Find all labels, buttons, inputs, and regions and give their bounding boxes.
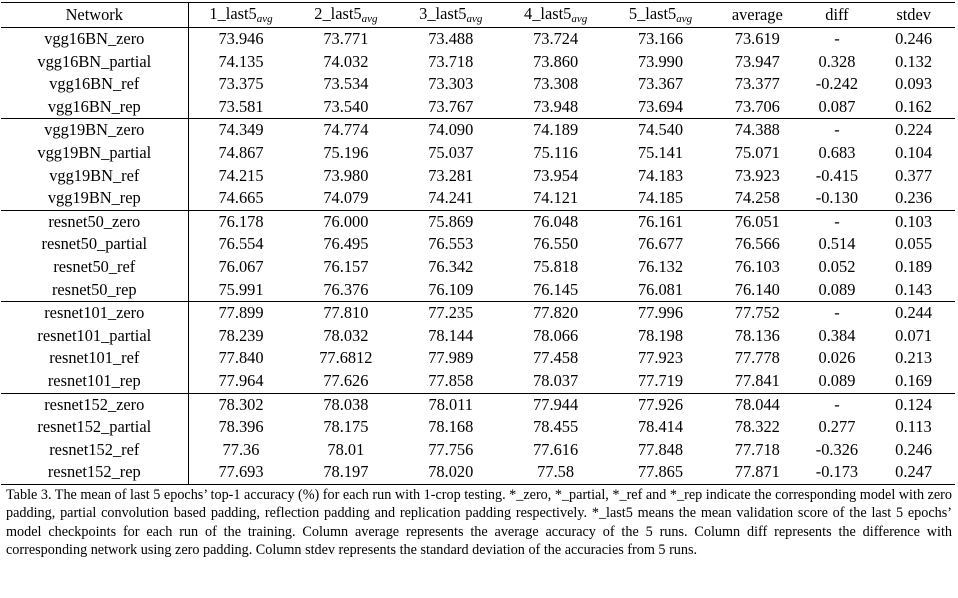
table-row xyxy=(1,461,955,484)
cell-run-2: 78.197 xyxy=(323,462,369,482)
cell-average: 77.718 xyxy=(734,439,780,459)
cell-diff: - xyxy=(834,211,840,231)
cell-average: 73.706 xyxy=(734,96,780,116)
cell-run-1: 77.36 xyxy=(222,439,260,459)
cell-run-5: 78.198 xyxy=(637,325,684,345)
cell-run-1: 77.964 xyxy=(218,371,264,390)
cell-average: 73.619 xyxy=(734,29,780,49)
cell-stdev: 0.247 xyxy=(895,462,933,482)
cell-diff: -0.130 xyxy=(815,188,859,208)
table-row xyxy=(1,325,955,348)
header-run-3 xyxy=(398,3,503,28)
cell-run-5: 77.848 xyxy=(637,439,684,459)
cell-run-1: 78.239 xyxy=(218,325,264,345)
cell-run-4: 78.455 xyxy=(533,417,579,437)
table-row xyxy=(1,73,955,96)
cell-run-2: 73.540 xyxy=(323,96,369,116)
table-group xyxy=(1,393,955,484)
cell-stdev: 0.113 xyxy=(895,417,932,437)
cell-average: 76.566 xyxy=(734,234,780,254)
cell-diff: 0.384 xyxy=(818,325,856,345)
cell-run-5: 73.367 xyxy=(637,74,684,94)
header-run-1 xyxy=(188,3,293,28)
cell-stdev: 0.224 xyxy=(895,120,933,140)
cell-run-1: 74.215 xyxy=(218,165,264,185)
cell-run-5: 77.926 xyxy=(637,394,684,414)
cell-network: resnet50_zero xyxy=(1,210,188,233)
table-header xyxy=(1,3,955,28)
cell-average: 78.044 xyxy=(734,394,780,414)
cell-run-5: 76.081 xyxy=(637,279,684,299)
cell-run-5: 77.923 xyxy=(637,348,684,368)
header-run-5-base: 5_last5 xyxy=(628,3,677,23)
cell-run-3: 73.281 xyxy=(428,165,474,185)
cell-stdev: 0.104 xyxy=(895,143,933,163)
cell-run-5: 77.719 xyxy=(637,371,684,390)
cell-run-1: 73.946 xyxy=(218,29,264,49)
cell-stdev: 0.244 xyxy=(895,303,933,323)
cell-average: 74.258 xyxy=(734,188,780,208)
cell-network: resnet101_ref xyxy=(1,347,188,370)
table-row xyxy=(1,210,955,233)
cell-diff: -0.173 xyxy=(815,462,859,482)
cell-diff: 0.026 xyxy=(818,348,856,368)
cell-average: 78.322 xyxy=(734,417,780,437)
cell-run-2: 75.196 xyxy=(323,143,369,163)
cell-diff: 0.089 xyxy=(818,371,856,390)
cell-diff: 0.514 xyxy=(818,234,856,254)
cell-run-1: 74.135 xyxy=(218,51,264,71)
cell-run-2: 78.175 xyxy=(323,417,369,437)
cell-run-5: 73.990 xyxy=(637,51,684,71)
cell-network: vgg16BN_rep xyxy=(1,96,188,119)
results-table xyxy=(1,2,955,485)
cell-run-3: 78.011 xyxy=(428,394,473,414)
cell-run-5: 74.183 xyxy=(637,165,684,185)
cell-average: 75.071 xyxy=(734,143,780,163)
cell-run-1: 74.349 xyxy=(218,120,264,140)
cell-run-2: 77.626 xyxy=(323,371,369,390)
header-run-3-sub: avg xyxy=(466,12,483,25)
cell-run-5: 74.185 xyxy=(637,188,684,208)
cell-run-3: 76.109 xyxy=(428,279,474,299)
cell-run-1: 76.067 xyxy=(218,257,264,277)
cell-network: vgg19BN_ref xyxy=(1,165,188,188)
cell-network: vgg19BN_partial xyxy=(1,142,188,165)
cell-run-2: 73.534 xyxy=(323,74,369,94)
cell-diff: 0.052 xyxy=(818,257,856,277)
header-run-2-base: 2_last5 xyxy=(314,3,362,23)
table-row xyxy=(1,302,955,325)
cell-run-1: 78.396 xyxy=(218,417,264,437)
cell-average: 76.140 xyxy=(734,279,780,299)
cell-run-4: 73.860 xyxy=(533,51,579,71)
table-row xyxy=(1,165,955,188)
cell-run-2: 78.032 xyxy=(323,325,369,345)
cell-run-2: 73.771 xyxy=(323,29,369,49)
table-group xyxy=(1,28,955,119)
cell-run-5: 76.677 xyxy=(637,234,684,254)
header-run-3-base: 3_last5 xyxy=(419,3,467,23)
cell-run-4: 77.616 xyxy=(533,439,579,459)
cell-network: vgg16BN_partial xyxy=(1,51,188,74)
cell-run-2: 76.376 xyxy=(323,279,369,299)
cell-run-3: 76.553 xyxy=(428,234,474,254)
header-average: average xyxy=(731,4,783,24)
cell-run-3: 73.488 xyxy=(428,29,474,49)
cell-run-4: 74.189 xyxy=(533,120,579,140)
cell-diff: - xyxy=(834,29,840,49)
cell-run-5: 75.141 xyxy=(637,143,684,163)
cell-stdev: 0.189 xyxy=(895,257,933,277)
cell-run-1: 73.581 xyxy=(218,96,264,116)
cell-diff: - xyxy=(834,303,840,323)
cell-run-5: 78.414 xyxy=(637,417,684,437)
cell-diff: 0.328 xyxy=(818,51,856,71)
header-run-4-base: 4_last5 xyxy=(524,3,572,23)
cell-network: vgg19BN_zero xyxy=(1,119,188,142)
cell-run-1: 77.840 xyxy=(218,348,264,368)
table-row xyxy=(1,439,955,462)
cell-run-1: 74.665 xyxy=(218,188,264,208)
cell-stdev: 0.377 xyxy=(895,165,933,185)
cell-run-4: 76.145 xyxy=(533,279,579,299)
cell-run-4: 73.724 xyxy=(533,29,579,49)
cell-run-3: 73.767 xyxy=(428,96,474,116)
table-row xyxy=(1,256,955,279)
cell-run-1: 75.991 xyxy=(218,279,264,299)
cell-run-4: 77.458 xyxy=(533,348,579,368)
table-row xyxy=(1,347,955,370)
header-run-4-sub: avg xyxy=(571,12,588,25)
cell-stdev: 0.093 xyxy=(895,74,933,94)
cell-run-3: 77.989 xyxy=(428,348,474,368)
cell-stdev: 0.071 xyxy=(895,325,933,345)
cell-diff: 0.277 xyxy=(818,417,856,437)
cell-run-3: 76.342 xyxy=(428,257,474,277)
cell-average: 76.051 xyxy=(734,211,780,231)
cell-run-3: 77.858 xyxy=(428,371,474,390)
cell-network: resnet101_rep xyxy=(1,370,188,393)
table-row xyxy=(1,119,955,142)
cell-run-3: 73.718 xyxy=(428,51,474,71)
cell-network: resnet50_rep xyxy=(1,279,188,302)
cell-run-4: 78.037 xyxy=(533,371,579,390)
cell-network: vgg19BN_rep xyxy=(1,187,188,210)
cell-run-3: 74.090 xyxy=(428,120,474,140)
cell-run-4: 74.121 xyxy=(533,188,579,208)
cell-network: resnet152_partial xyxy=(1,416,188,439)
cell-run-5: 77.865 xyxy=(637,462,684,482)
cell-average: 78.136 xyxy=(734,325,780,345)
cell-run-2: 74.079 xyxy=(323,188,369,208)
cell-run-3: 77.235 xyxy=(428,303,474,323)
cell-run-2: 78.038 xyxy=(323,394,369,414)
table-group xyxy=(1,210,955,301)
table-caption: Table 3. The mean of last 5 epochs’ top-1 accuracy (%) for each run with 1-crop testing. *_zero, *_partial, *_ref and *_rep indicate the corresponding model with zero padding, partial convolution based padding, reflection padding and replication padding respectively. *_last5 means the mean validation score of the last 5 epochs’ model checkpoints for each run of the training. Column average represents the average accuracy of the 5 runs. Column diff represents the difference with corresponding network using zero padding. Column stdev represents the standard deviation of the accuracies from 5 runs. xyxy=(6,487,952,559)
cell-diff: -0.326 xyxy=(815,439,859,459)
table-row xyxy=(1,142,955,165)
cell-stdev: 0.246 xyxy=(895,29,933,49)
cell-network: vgg16BN_ref xyxy=(1,73,188,96)
cell-diff: 0.683 xyxy=(818,143,856,163)
cell-average: 77.752 xyxy=(734,303,780,323)
cell-run-2: 76.495 xyxy=(323,234,369,254)
table-row xyxy=(1,96,955,119)
cell-run-4: 77.944 xyxy=(533,394,579,414)
header-row xyxy=(1,3,955,28)
cell-run-2: 76.157 xyxy=(323,257,369,277)
cell-stdev: 0.213 xyxy=(895,348,933,368)
table-row xyxy=(1,416,955,439)
cell-network: resnet152_ref xyxy=(1,439,188,462)
cell-diff: -0.242 xyxy=(815,74,859,94)
cell-diff: - xyxy=(834,394,840,414)
cell-diff: - xyxy=(834,120,840,140)
table-row xyxy=(1,233,955,256)
cell-stdev: 0.124 xyxy=(895,394,933,414)
table-row xyxy=(1,51,955,74)
table-row xyxy=(1,28,955,51)
header-run-1-sub: avg xyxy=(256,12,273,25)
cell-run-2: 78.01 xyxy=(327,439,365,459)
table-row xyxy=(1,187,955,210)
cell-stdev: 0.169 xyxy=(895,371,933,390)
cell-average: 77.841 xyxy=(734,371,780,390)
cell-run-3: 78.144 xyxy=(428,325,474,345)
cell-run-1: 77.899 xyxy=(218,303,264,323)
cell-run-5: 73.166 xyxy=(637,29,684,49)
header-run-4 xyxy=(503,3,608,28)
cell-stdev: 0.132 xyxy=(895,51,933,71)
cell-run-3: 78.168 xyxy=(428,417,474,437)
cell-stdev: 0.246 xyxy=(895,439,933,459)
cell-run-4: 73.308 xyxy=(533,74,579,94)
cell-average: 74.388 xyxy=(734,120,780,140)
cell-diff: 0.089 xyxy=(818,279,856,299)
cell-network: resnet101_partial xyxy=(1,325,188,348)
cell-run-5: 73.694 xyxy=(637,96,684,116)
header-run-2 xyxy=(293,3,398,28)
cell-run-4: 78.066 xyxy=(533,325,579,345)
header-stdev: stdev xyxy=(896,4,931,24)
cell-run-4: 76.550 xyxy=(533,234,579,254)
cell-run-1: 77.693 xyxy=(218,462,264,482)
cell-network: resnet152_rep xyxy=(1,461,188,484)
cell-run-3: 73.303 xyxy=(428,74,474,94)
cell-run-2: 76.000 xyxy=(323,211,369,231)
cell-average: 73.923 xyxy=(734,165,780,185)
cell-run-5: 77.996 xyxy=(637,303,684,323)
cell-network: vgg16BN_zero xyxy=(1,28,188,51)
cell-stdev: 0.236 xyxy=(895,188,933,208)
cell-diff: 0.087 xyxy=(818,96,856,116)
cell-stdev: 0.143 xyxy=(895,279,933,299)
header-run-5-sub: avg xyxy=(676,12,693,25)
cell-run-5: 76.161 xyxy=(637,211,684,231)
cell-stdev: 0.103 xyxy=(895,211,933,231)
cell-run-2: 77.6812 xyxy=(319,348,373,368)
header-network: Network xyxy=(1,3,188,28)
table-row xyxy=(1,370,955,393)
cell-run-5: 76.132 xyxy=(637,257,684,277)
cell-run-3: 74.241 xyxy=(428,188,474,208)
cell-run-4: 77.820 xyxy=(533,303,579,323)
cell-run-2: 73.980 xyxy=(323,165,369,185)
cell-run-2: 74.774 xyxy=(323,120,369,140)
cell-average: 73.947 xyxy=(734,51,780,71)
table-group xyxy=(1,302,955,393)
cell-run-1: 74.867 xyxy=(218,143,264,163)
cell-diff: -0.415 xyxy=(815,165,859,185)
cell-stdev: 0.055 xyxy=(895,234,933,254)
cell-network: resnet50_partial xyxy=(1,233,188,256)
cell-run-3: 77.756 xyxy=(428,439,474,459)
cell-run-4: 73.954 xyxy=(533,165,579,185)
header-run-1-base: 1_last5 xyxy=(209,3,257,23)
header-diff: diff xyxy=(825,4,849,24)
cell-run-4: 77.58 xyxy=(537,462,575,482)
header-run-5 xyxy=(608,3,713,28)
cell-average: 77.778 xyxy=(734,348,780,368)
cell-run-1: 76.178 xyxy=(218,211,264,231)
cell-network: resnet152_zero xyxy=(1,393,188,416)
cell-average: 76.103 xyxy=(734,257,780,277)
table-row xyxy=(1,279,955,302)
cell-run-4: 73.948 xyxy=(533,96,579,116)
header-run-2-sub: avg xyxy=(361,12,378,25)
table-group xyxy=(1,119,955,210)
cell-run-4: 75.116 xyxy=(533,143,578,163)
cell-run-3: 75.037 xyxy=(428,143,474,163)
cell-run-5: 74.540 xyxy=(637,120,684,140)
cell-network: resnet50_ref xyxy=(1,256,188,279)
cell-average: 73.377 xyxy=(734,74,780,94)
cell-stdev: 0.162 xyxy=(895,96,933,116)
cell-run-1: 78.302 xyxy=(218,394,264,414)
cell-run-4: 75.818 xyxy=(533,257,579,277)
cell-run-4: 76.048 xyxy=(533,211,579,231)
table-row xyxy=(1,393,955,416)
cell-run-1: 76.554 xyxy=(218,234,264,254)
cell-run-3: 78.020 xyxy=(428,462,474,482)
cell-run-2: 74.032 xyxy=(323,51,369,71)
cell-run-2: 77.810 xyxy=(323,303,369,323)
cell-run-3: 75.869 xyxy=(428,211,474,231)
cell-network: resnet101_zero xyxy=(1,302,188,325)
cell-average: 77.871 xyxy=(734,462,780,482)
cell-run-1: 73.375 xyxy=(218,74,264,94)
